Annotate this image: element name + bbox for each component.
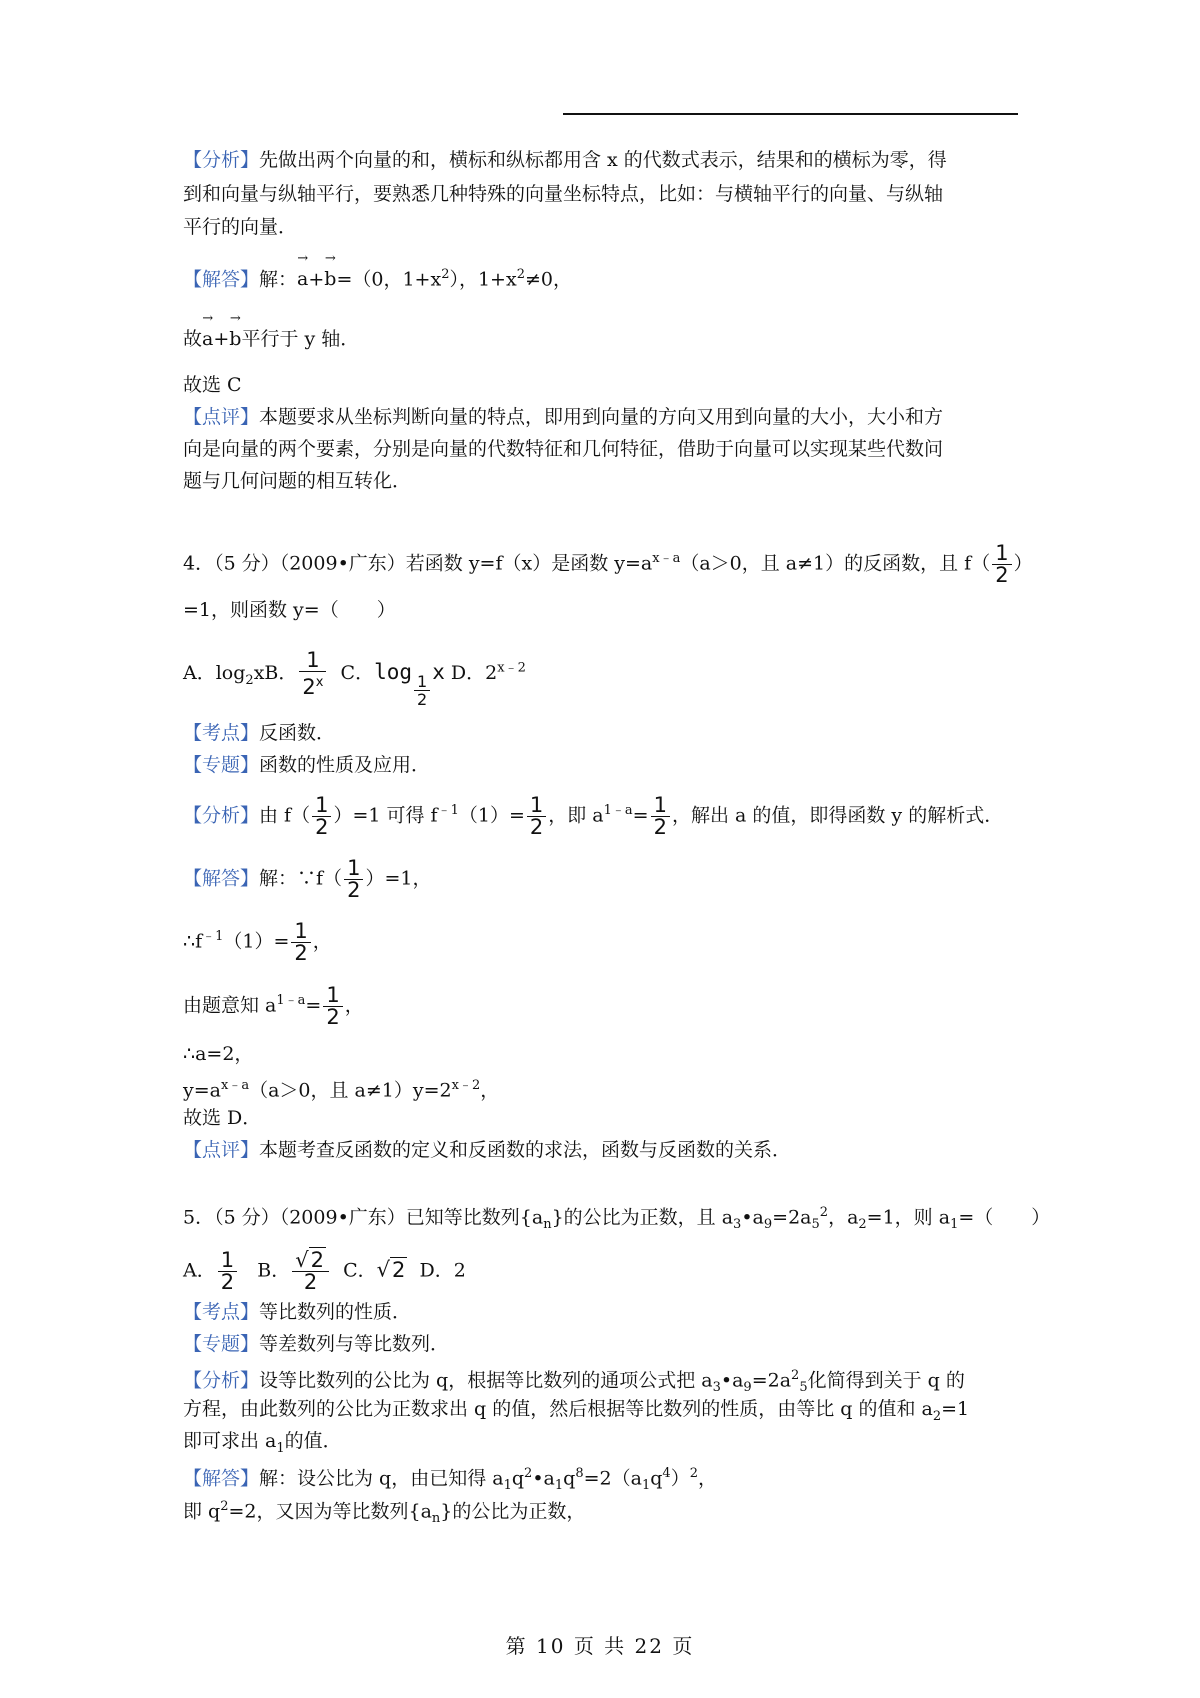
option-d: D．$2^{x﹣2}$ xyxy=(450,660,526,684)
q3-analysis-line-1: 【分析】先做出两个向量的和，横标和纵标都用含 x 的代数式表示，结果和的横标为零，得 xyxy=(183,149,947,171)
vector-b: → b xyxy=(324,266,336,292)
vector-a: → a xyxy=(202,326,213,352)
q4-stem-line-1: 4．（5 分）（2009•广东）若函数 y=f（x）是函数 $y=a^{x﹣a}(a>0$，且 a≠1）的反函数，且 f（ $\frac{1}{2}$ ） xyxy=(183,541,1033,587)
sqrt-icon: √2 xyxy=(295,1248,324,1272)
fraction-half: $\frac{1}{2}$ xyxy=(291,921,310,964)
analysis-tag: 【分析】 xyxy=(183,804,260,827)
q4-analysis: 【分析】由 f（ $\frac{1}{2}$ ）=1 可得 $f^{﹣1}(1)=$ $\frac{1}{2}$ ，即 $a^{1﹣a}=$ $\frac{1}{2}$ ，解出 a 的值，即得函数 y 的解析式． xyxy=(183,793,1004,839)
q5-kaodian: 【考点】等比数列的性质． xyxy=(183,1301,412,1323)
q4-solution-line-3: 由题意知 $a^{1﹣a}=$ $\frac{1}{2}$ ， xyxy=(183,983,364,1029)
q5-solution-line-2: 即 $q^2=2$，又因为等比数列$\{a_n\}$的公比为正数， xyxy=(183,1499,586,1527)
q4-solution-line-2: $\therefore f^{﹣1}(1)=$ $\frac{1}{2}$ ， xyxy=(183,919,332,965)
option-a: A．$\log_2xB$． xyxy=(183,662,298,688)
q4-solution-line-4: ∴a=2， xyxy=(183,1043,254,1065)
q4-options xyxy=(183,650,526,708)
vector-a: → a xyxy=(297,266,308,292)
comment-tag: 【点评】 xyxy=(183,1139,260,1161)
vector-b: → b xyxy=(229,326,241,352)
option-b-fraction: $\frac{1}{2^x}$ xyxy=(299,650,326,698)
q3-comment-line-1: 【点评】本题要求从坐标判断向量的特点，即用到向量的方向又用到向量的大小，大小和方 xyxy=(183,406,944,428)
fraction-half: $\frac{1}{2}$ xyxy=(992,543,1011,586)
q3-choice: 故选 C xyxy=(183,374,242,396)
q4-solution-line-6: 故选 D． xyxy=(183,1107,262,1129)
q5-zhuanti: 【专题】等差数列与等比数列． xyxy=(183,1333,450,1355)
q3-solution-line: 【解答】解：→ a+→ b=（0，$1+x^2$），$1+x^2\ne 0$， xyxy=(183,262,572,292)
q3-comment-line-3: 题与几何问题的相互转化． xyxy=(183,470,412,492)
fraction-half: $\frac{1}{2}$ xyxy=(344,858,363,901)
fraction-half: $\frac{1}{2}$ xyxy=(323,985,342,1028)
q5-stem: 5．（5 分）（2009•广东）已知等比数列$\{a_n\}$的公比为正数，且 $a_3•a_9=2a_5^2$，$a_2=1$，则 $a_1=$（ ） xyxy=(183,1205,1051,1233)
q3-analysis-line-2: 到和向量与纵轴平行，要熟悉几种特殊的向量坐标特点，比如：与横轴平行的向量、与纵轴 xyxy=(183,183,944,205)
q5-analysis-line-3: 即可求出 $a_1$的值． xyxy=(183,1430,342,1456)
q5-analysis-line-1: 【分析】设等比数列的公比为 q，根据等比数列的通项公式把 $a_3•a_9=2a^2_5$化简得到关于 q 的 xyxy=(183,1368,965,1396)
q4-stem-line-2: =1，则函数 y=（ ） xyxy=(183,599,396,621)
q4-solution-line-1: 【解答】解：∵f（ $\frac{1}{2}$ ）=1， xyxy=(183,856,432,902)
kaodian-tag: 【考点】 xyxy=(183,1301,260,1323)
q5-options: A． $\frac{1}{2}$ B． $\frac{√2}{2}$ C．√2 D．2 xyxy=(183,1248,466,1294)
q5-solution-line-1: 【解答】解：设公比为 q，由已知得 $a_1q^2•a_1q^8=2(a_1q^4)^2$， xyxy=(183,1466,717,1494)
fraction-half: $\frac{1}{2}$ xyxy=(312,795,331,838)
q5-analysis-line-2: 方程，由此数列的公比为正数求出 q 的值，然后根据等比数列的性质，由等比 q 的值和 $a_2=1$ xyxy=(183,1398,970,1424)
option-a-fraction: $\frac{1}{2}$ xyxy=(218,1250,237,1293)
option-b-fraction: $\frac{√2}{2}$ xyxy=(292,1250,329,1293)
zhuanti-tag: 【专题】 xyxy=(183,1333,260,1355)
page-footer: 第 10 页 共 22 页 xyxy=(505,1634,695,1658)
analysis-tag: 【分析】 xyxy=(183,149,260,171)
option-c: C．log $\frac{1}{2}$ x xyxy=(340,660,445,709)
fraction-half: $\frac{1}{2}$ xyxy=(527,795,546,838)
q4-zhuanti: 【专题】函数的性质及应用． xyxy=(183,754,431,776)
fraction-half: $\frac{1}{2}$ xyxy=(651,795,670,838)
q3-comment-line-2: 向是向量的两个要素，分别是向量的代数特征和几何特征，借助于向量可以实现某些代数问 xyxy=(183,438,944,460)
q4-comment: 【点评】本题考查反函数的定义和反函数的求法，函数与反函数的关系． xyxy=(183,1139,792,1161)
q4-solution-line-5: $y=a^{x﹣a}(a>0$，且 $a\ne 1)y=2^{x﹣2}$， xyxy=(183,1078,500,1102)
solution-tag: 【解答】 xyxy=(183,1467,260,1490)
log-base-fraction: $\frac{1}{2}$ xyxy=(414,673,430,708)
solution-tag: 【解答】 xyxy=(183,268,260,291)
sqrt-icon: √2 xyxy=(376,1257,406,1282)
solution-tag: 【解答】 xyxy=(183,867,260,890)
analysis-tag: 【分析】 xyxy=(183,1369,260,1392)
zhuanti-tag: 【专题】 xyxy=(183,754,260,776)
comment-tag: 【点评】 xyxy=(183,406,260,428)
q3-parallel-line: 故→ a+→ b平行于 y 轴． xyxy=(183,326,359,352)
kaodian-tag: 【考点】 xyxy=(183,722,260,744)
header-rule xyxy=(563,113,1018,115)
q3-analysis-line-3: 平行的向量． xyxy=(183,216,298,238)
q4-kaodian: 【考点】反函数． xyxy=(183,722,336,744)
